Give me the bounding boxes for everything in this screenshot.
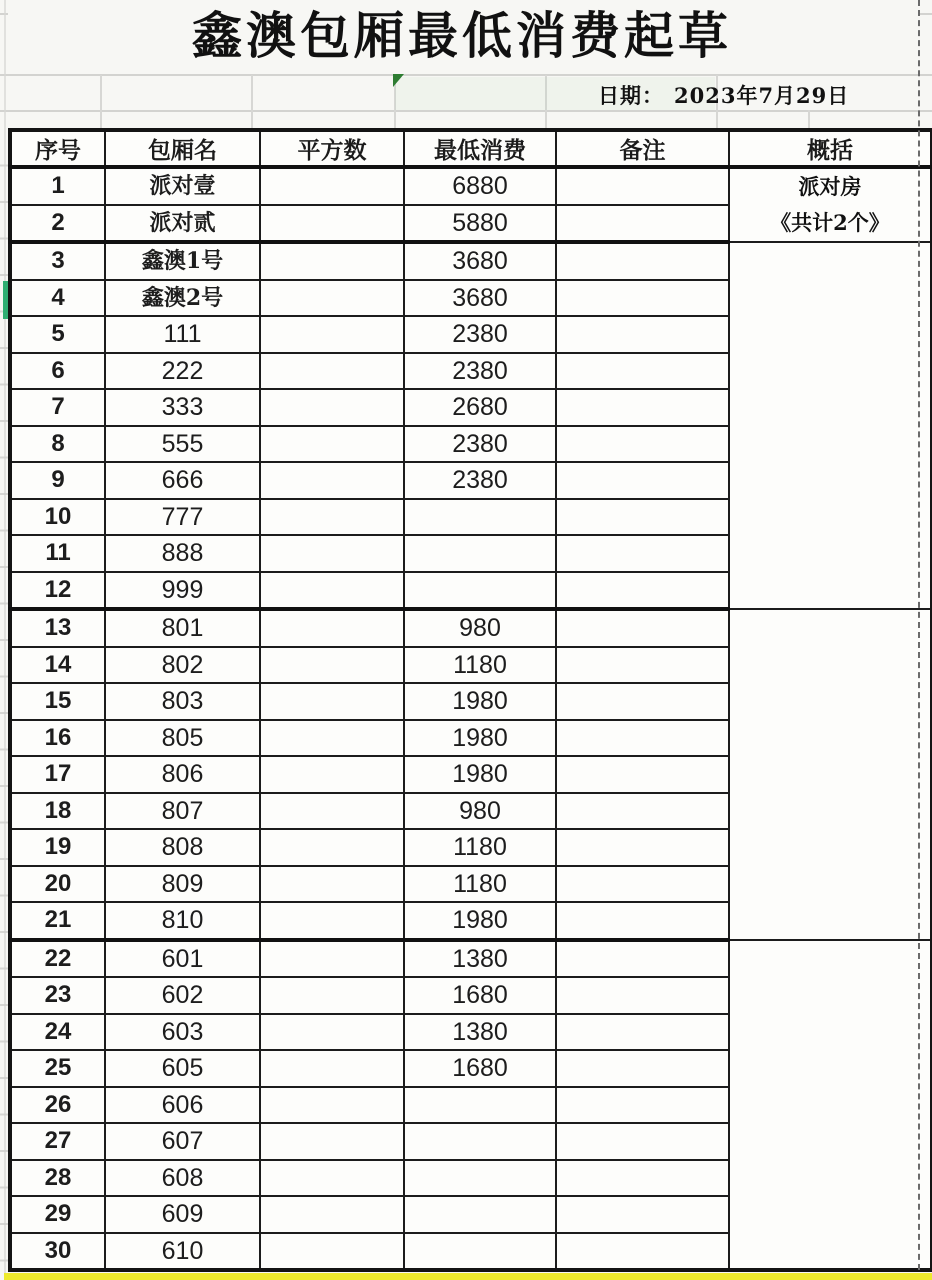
cell-name[interactable]: 802 (105, 647, 260, 684)
cell-min[interactable] (404, 499, 556, 536)
column-header-2[interactable]: 平方数 (260, 130, 404, 167)
cell-sqm[interactable] (260, 1050, 404, 1087)
cell-note[interactable] (556, 167, 729, 205)
cell-sqm[interactable] (260, 1196, 404, 1233)
cell-sqm[interactable] (260, 720, 404, 757)
cell-note[interactable] (556, 720, 729, 757)
cell-min[interactable]: 980 (404, 793, 556, 830)
cell-name[interactable]: 601 (105, 940, 260, 978)
price-table (8, 128, 932, 1272)
table-row (10, 940, 932, 978)
cell-note[interactable] (556, 353, 729, 390)
cell-no[interactable]: 29 (10, 1196, 105, 1233)
cell-name[interactable]: 808 (105, 829, 260, 866)
cell-sqm[interactable] (260, 389, 404, 426)
cell-name[interactable]: 222 (105, 353, 260, 390)
table-row (10, 609, 932, 647)
cell-sqm[interactable] (260, 205, 404, 243)
cell-min[interactable] (404, 1196, 556, 1233)
cell-note[interactable] (556, 683, 729, 720)
cell-note[interactable] (556, 793, 729, 830)
cell-no[interactable]: 3 (10, 242, 105, 280)
summary-cell[interactable] (729, 167, 932, 242)
cell-sqm[interactable] (260, 316, 404, 353)
cell-sqm[interactable] (260, 940, 404, 978)
cell-min[interactable] (404, 1160, 556, 1197)
cell-name[interactable]: 鑫澳1号 (105, 242, 260, 280)
cell-note[interactable] (556, 389, 729, 426)
cell-min[interactable] (404, 572, 556, 610)
cell-no[interactable]: 11 (10, 535, 105, 572)
cell-no[interactable]: 4 (10, 280, 105, 317)
cell-no[interactable]: 21 (10, 902, 105, 940)
column-header-0[interactable]: 序号 (10, 130, 105, 167)
cell-sqm[interactable] (260, 426, 404, 463)
gridline-under-date (0, 110, 932, 112)
cell-sqm[interactable] (260, 977, 404, 1014)
cell-no[interactable]: 24 (10, 1014, 105, 1051)
cell-name[interactable]: 鑫澳2号 (105, 280, 260, 317)
cell-note[interactable] (556, 242, 729, 280)
cell-no[interactable]: 12 (10, 572, 105, 610)
column-header-1[interactable]: 包厢名 (105, 130, 260, 167)
cell-note[interactable] (556, 977, 729, 1014)
cell-name[interactable]: 777 (105, 499, 260, 536)
comment-flag-icon (393, 74, 404, 87)
cell-sqm[interactable] (260, 1160, 404, 1197)
cell-no[interactable]: 5 (10, 316, 105, 353)
cell-min[interactable]: 2380 (404, 316, 556, 353)
cell-sqm[interactable] (260, 462, 404, 499)
date-label: 日期： (598, 83, 664, 108)
cell-sqm[interactable] (260, 683, 404, 720)
cell-note[interactable] (556, 829, 729, 866)
gridline-col-f (808, 110, 810, 128)
sheet-title-cell[interactable]: 鑫澳包厢最低消费起草 (192, 6, 732, 65)
cell-min[interactable]: 1980 (404, 683, 556, 720)
column-header-4[interactable]: 备注 (556, 130, 729, 167)
cell-sqm[interactable] (260, 280, 404, 317)
cell-name[interactable]: 派对贰 (105, 205, 260, 243)
table-row (10, 167, 932, 205)
summary-cell[interactable] (729, 940, 932, 1271)
gridline-col-a (100, 75, 102, 128)
cell-name[interactable]: 609 (105, 1196, 260, 1233)
cell-sqm[interactable] (260, 793, 404, 830)
cell-min[interactable] (404, 1233, 556, 1271)
cell-no[interactable]: 16 (10, 720, 105, 757)
cell-name[interactable]: 666 (105, 462, 260, 499)
summary-cell[interactable] (729, 242, 932, 609)
cell-sqm[interactable] (260, 167, 404, 205)
cell-note[interactable] (556, 1050, 729, 1087)
date-cell[interactable] (598, 80, 849, 110)
cell-name[interactable]: 603 (105, 1014, 260, 1051)
cell-min[interactable]: 2380 (404, 353, 556, 390)
header-row (10, 130, 932, 167)
cell-note[interactable] (556, 205, 729, 243)
cell-note[interactable] (556, 1233, 729, 1271)
cell-sqm[interactable] (260, 647, 404, 684)
cell-no[interactable]: 10 (10, 499, 105, 536)
cell-name[interactable]: 602 (105, 977, 260, 1014)
cell-note[interactable] (556, 902, 729, 940)
cell-min[interactable]: 1980 (404, 902, 556, 940)
cell-name[interactable]: 555 (105, 426, 260, 463)
cell-note[interactable] (556, 609, 729, 647)
cell-no[interactable]: 14 (10, 647, 105, 684)
cell-note[interactable] (556, 1123, 729, 1160)
cell-name[interactable]: 806 (105, 756, 260, 793)
cell-name[interactable]: 809 (105, 866, 260, 903)
cell-min[interactable]: 1180 (404, 866, 556, 903)
cell-sqm[interactable] (260, 1123, 404, 1160)
summary-cell[interactable] (729, 609, 932, 940)
cell-min[interactable] (404, 1123, 556, 1160)
cell-name[interactable]: 810 (105, 902, 260, 940)
cell-note[interactable] (556, 1196, 729, 1233)
highlight-band (4, 1273, 932, 1280)
cell-min[interactable]: 2380 (404, 426, 556, 463)
cell-no[interactable]: 9 (10, 462, 105, 499)
cell-note[interactable] (556, 756, 729, 793)
cell-note[interactable] (556, 572, 729, 610)
cell-name[interactable]: 805 (105, 720, 260, 757)
cell-no[interactable]: 1 (10, 167, 105, 205)
cell-note[interactable] (556, 940, 729, 978)
cell-note[interactable] (556, 866, 729, 903)
cell-min[interactable]: 1380 (404, 940, 556, 978)
cell-no[interactable]: 28 (10, 1160, 105, 1197)
cell-no[interactable]: 6 (10, 353, 105, 390)
cell-name[interactable]: 807 (105, 793, 260, 830)
cell-no[interactable]: 17 (10, 756, 105, 793)
selection-indicator (3, 281, 8, 319)
cell-no[interactable]: 23 (10, 977, 105, 1014)
cell-name[interactable]: 610 (105, 1233, 260, 1271)
cell-no[interactable]: 7 (10, 389, 105, 426)
cell-min[interactable]: 1180 (404, 829, 556, 866)
cell-min[interactable]: 1680 (404, 977, 556, 1014)
cell-sqm[interactable] (260, 535, 404, 572)
cell-note[interactable] (556, 462, 729, 499)
cell-min[interactable] (404, 1087, 556, 1124)
column-header-3[interactable]: 最低消费 (404, 130, 556, 167)
cell-min[interactable]: 980 (404, 609, 556, 647)
cell-no[interactable]: 2 (10, 205, 105, 243)
gridline-col-b (251, 75, 253, 128)
column-header-5[interactable]: 概括 (729, 130, 932, 167)
cell-name[interactable]: 999 (105, 572, 260, 610)
cell-min[interactable]: 1680 (404, 1050, 556, 1087)
cell-sqm[interactable] (260, 756, 404, 793)
cell-no[interactable]: 26 (10, 1087, 105, 1124)
cell-no[interactable]: 19 (10, 829, 105, 866)
cell-name[interactable]: 803 (105, 683, 260, 720)
summary-line: 派对房 (798, 174, 862, 199)
cell-min[interactable]: 5880 (404, 205, 556, 243)
cell-no[interactable]: 15 (10, 683, 105, 720)
cell-min[interactable]: 1980 (404, 756, 556, 793)
cell-name[interactable]: 606 (105, 1087, 260, 1124)
cell-name[interactable]: 801 (105, 609, 260, 647)
cell-min[interactable] (404, 535, 556, 572)
cell-name[interactable]: 派对壹 (105, 167, 260, 205)
cell-note[interactable] (556, 647, 729, 684)
cell-note[interactable] (556, 1014, 729, 1051)
cell-no[interactable]: 8 (10, 426, 105, 463)
page-break-dashed-line (918, 0, 920, 1280)
cell-sqm[interactable] (260, 242, 404, 280)
cell-no[interactable]: 18 (10, 793, 105, 830)
summary-line: 《共计2个》 (770, 210, 890, 235)
cell-note[interactable] (556, 535, 729, 572)
cell-note[interactable] (556, 1087, 729, 1124)
cell-min[interactable]: 2680 (404, 389, 556, 426)
cell-sqm[interactable] (260, 866, 404, 903)
cell-no[interactable]: 22 (10, 940, 105, 978)
cell-min[interactable]: 1380 (404, 1014, 556, 1051)
cell-min[interactable]: 3680 (404, 242, 556, 280)
cell-note[interactable] (556, 316, 729, 353)
cell-no[interactable]: 20 (10, 866, 105, 903)
cell-sqm[interactable] (260, 572, 404, 610)
cell-name[interactable]: 888 (105, 535, 260, 572)
cell-note[interactable] (556, 426, 729, 463)
cell-no[interactable]: 27 (10, 1123, 105, 1160)
cell-sqm[interactable] (260, 902, 404, 940)
cell-note[interactable] (556, 1160, 729, 1197)
cell-min[interactable]: 1980 (404, 720, 556, 757)
cell-sqm[interactable] (260, 499, 404, 536)
cell-no[interactable]: 25 (10, 1050, 105, 1087)
cell-sqm[interactable] (260, 1014, 404, 1051)
cell-name[interactable]: 111 (105, 316, 260, 353)
cell-sqm[interactable] (260, 1087, 404, 1124)
cell-sqm[interactable] (260, 609, 404, 647)
cell-min[interactable]: 6880 (404, 167, 556, 205)
cell-min[interactable]: 3680 (404, 280, 556, 317)
cell-name[interactable]: 607 (105, 1123, 260, 1160)
gridline-top-right (919, 13, 932, 15)
cell-sqm[interactable] (260, 353, 404, 390)
cell-no[interactable]: 30 (10, 1233, 105, 1271)
cell-name[interactable]: 605 (105, 1050, 260, 1087)
cell-no[interactable]: 13 (10, 609, 105, 647)
cell-note[interactable] (556, 280, 729, 317)
cell-min[interactable]: 1180 (404, 647, 556, 684)
cell-sqm[interactable] (260, 829, 404, 866)
cell-name[interactable]: 333 (105, 389, 260, 426)
table-row (10, 242, 932, 280)
cell-sqm[interactable] (260, 1233, 404, 1271)
cell-name[interactable]: 608 (105, 1160, 260, 1197)
cell-min[interactable]: 2380 (404, 462, 556, 499)
gridline-under-title (0, 74, 932, 76)
cell-note[interactable] (556, 499, 729, 536)
date-value: 2023年7月29日 (674, 83, 850, 108)
